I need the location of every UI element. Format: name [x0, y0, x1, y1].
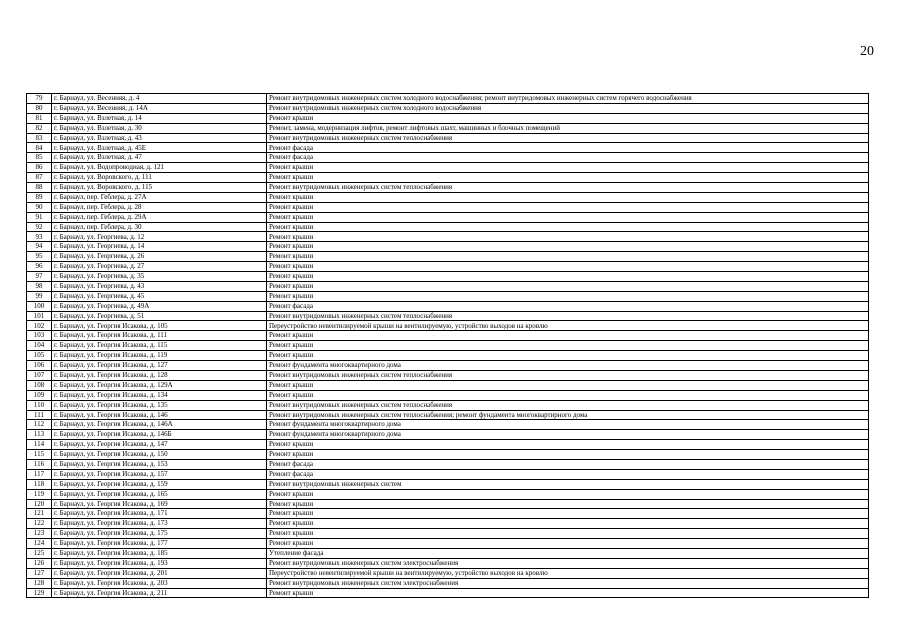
row-number-cell: 106: [27, 361, 52, 371]
work-type-cell: Ремонт внутридомовых инженерных систем: [267, 479, 869, 489]
table-row: [27, 94, 869, 104]
row-number-cell: 103: [27, 331, 52, 341]
table-row: [27, 430, 869, 440]
work-type-cell: Ремонт фасада: [267, 153, 869, 163]
table-row: [27, 262, 869, 272]
row-number-cell: 85: [27, 153, 52, 163]
row-number-cell: 119: [27, 489, 52, 499]
row-number-cell: 116: [27, 459, 52, 469]
row-number-cell: 118: [27, 479, 52, 489]
row-number-cell: 97: [27, 272, 52, 282]
address-cell: г. Барнаул, ул. Георгия Исакова, д. 147: [52, 440, 267, 450]
address-cell: г. Барнаул, ул. Георгия Исакова, д. 135: [52, 400, 267, 410]
work-type-cell: Ремонт крыши: [267, 262, 869, 272]
work-type-cell: Ремонт крыши: [267, 242, 869, 252]
work-type-cell: Ремонт крыши: [267, 509, 869, 519]
row-number-cell: 105: [27, 351, 52, 361]
address-cell: г. Барнаул, ул. Георгия Исакова, д. 185: [52, 548, 267, 558]
row-number-cell: 100: [27, 301, 52, 311]
row-number-cell: 128: [27, 578, 52, 588]
address-cell: г. Барнаул, ул. Георгия Исакова, д. 127: [52, 361, 267, 371]
work-type-cell: Ремонт внутридомовых инженерных систем теплоснабжения: [267, 400, 869, 410]
work-type-cell: Ремонт, замена, модернизация лифтов, ремонт лифтовых шахт, машинных и блочных помещений: [267, 123, 869, 133]
table-row: [27, 499, 869, 509]
work-type-cell: Ремонт крыши: [267, 163, 869, 173]
address-cell: г. Барнаул, пер. Геблера, д. 28: [52, 202, 267, 212]
work-type-cell: Ремонт внутридомовых инженерных систем холодного водоснабжения: [267, 103, 869, 113]
table-row: [27, 440, 869, 450]
work-type-cell: Переустройство невентилируемой крыши на вентилируемую, устройство выходов на кровлю: [267, 568, 869, 578]
table-row: [27, 390, 869, 400]
row-number-cell: 86: [27, 163, 52, 173]
table-row: [27, 153, 869, 163]
row-number-cell: 120: [27, 499, 52, 509]
work-type-cell: Ремонт крыши: [267, 450, 869, 460]
row-number-cell: 114: [27, 440, 52, 450]
work-type-cell: Ремонт крыши: [267, 232, 869, 242]
page-number: 20: [860, 44, 874, 59]
table-row: [27, 143, 869, 153]
table-row: [27, 459, 869, 469]
work-type-cell: Утепление фасада: [267, 548, 869, 558]
work-type-cell: Ремонт крыши: [267, 272, 869, 282]
address-cell: г. Барнаул, ул. Воровского, д. 115: [52, 183, 267, 193]
table-row: [27, 202, 869, 212]
work-type-cell: Ремонт крыши: [267, 212, 869, 222]
table-row: [27, 519, 869, 529]
table-row: [27, 479, 869, 489]
work-type-cell: Ремонт крыши: [267, 173, 869, 183]
table-row: [27, 281, 869, 291]
row-number-cell: 95: [27, 252, 52, 262]
address-cell: г. Барнаул, пер. Геблера, д. 30: [52, 222, 267, 232]
table-row: [27, 321, 869, 331]
row-number-cell: 129: [27, 588, 52, 598]
table-row: [27, 232, 869, 242]
work-type-cell: Ремонт крыши: [267, 192, 869, 202]
table-row: [27, 558, 869, 568]
row-number-cell: 89: [27, 192, 52, 202]
work-type-cell: Ремонт крыши: [267, 252, 869, 262]
table-row: [27, 291, 869, 301]
row-number-cell: 108: [27, 380, 52, 390]
address-cell: г. Барнаул, ул. Георгиева, д. 51: [52, 311, 267, 321]
work-type-cell: Ремонт крыши: [267, 539, 869, 549]
table-row: [27, 400, 869, 410]
address-cell: г. Барнаул, ул. Георгиева, д. 43: [52, 281, 267, 291]
row-number-cell: 87: [27, 173, 52, 183]
table-row: [27, 370, 869, 380]
row-number-cell: 82: [27, 123, 52, 133]
row-number-cell: 126: [27, 558, 52, 568]
address-cell: г. Барнаул, ул. Георгиева, д. 49А: [52, 301, 267, 311]
work-type-cell: Ремонт внутридомовых инженерных систем теплоснабжения: [267, 183, 869, 193]
table-row: [27, 351, 869, 361]
address-cell: г. Барнаул, ул. Георгия Исакова, д. 177: [52, 539, 267, 549]
table-row: [27, 529, 869, 539]
work-type-cell: Ремонт крыши: [267, 281, 869, 291]
work-type-cell: Ремонт крыши: [267, 341, 869, 351]
address-cell: г. Барнаул, ул. Георгия Исакова, д. 203: [52, 578, 267, 588]
row-number-cell: 92: [27, 222, 52, 232]
work-type-cell: Ремонт крыши: [267, 331, 869, 341]
row-number-cell: 127: [27, 568, 52, 578]
work-type-cell: Ремонт крыши: [267, 202, 869, 212]
address-cell: г. Барнаул, ул. Георгиева, д. 45: [52, 291, 267, 301]
address-cell: г. Барнаул, ул. Георгиева, д. 26: [52, 252, 267, 262]
work-type-cell: Ремонт внутридомовых инженерных систем теплоснабжения: [267, 311, 869, 321]
address-cell: г. Барнаул, ул. Георгия Исакова, д. 128: [52, 370, 267, 380]
address-cell: г. Барнаул, ул. Георгиева, д. 35: [52, 272, 267, 282]
address-cell: г. Барнаул, ул. Георгия Исакова, д. 175: [52, 529, 267, 539]
address-cell: г. Барнаул, пер. Геблера, д. 29А: [52, 212, 267, 222]
work-type-cell: Ремонт фундамента многоквартирного дома: [267, 430, 869, 440]
row-number-cell: 96: [27, 262, 52, 272]
table-row: [27, 222, 869, 232]
work-type-cell: Ремонт внутридомовых инженерных систем теплоснабжения; ремонт фундамента многоквартирного дома: [267, 410, 869, 420]
address-cell: г. Барнаул, ул. Георгия Исакова, д. 211: [52, 588, 267, 598]
address-cell: г. Барнаул, ул. Георгиева, д. 14: [52, 242, 267, 252]
table-row: [27, 311, 869, 321]
row-number-cell: 122: [27, 519, 52, 529]
table-row: [27, 341, 869, 351]
address-cell: г. Барнаул, ул. Георгия Исакова, д. 146Б: [52, 430, 267, 440]
table-row: [27, 489, 869, 499]
row-number-cell: 93: [27, 232, 52, 242]
work-type-cell: Ремонт внутридомовых инженерных систем холодного водоснабжения; ремонт внутридомовых инженерных систем горячего водоснабжения: [267, 94, 869, 104]
work-type-cell: Ремонт крыши: [267, 113, 869, 123]
row-number-cell: 121: [27, 509, 52, 519]
row-number-cell: 80: [27, 103, 52, 113]
address-cell: г. Барнаул, ул. Георгия Исакова, д. 169: [52, 499, 267, 509]
row-number-cell: 104: [27, 341, 52, 351]
table-row: [27, 469, 869, 479]
row-number-cell: 83: [27, 133, 52, 143]
work-type-cell: Ремонт фасада: [267, 459, 869, 469]
address-cell: г. Барнаул, ул. Георгия Исакова, д. 165: [52, 489, 267, 499]
work-type-cell: Ремонт внутридомовых инженерных систем теплоснабжения: [267, 133, 869, 143]
row-number-cell: 113: [27, 430, 52, 440]
row-number-cell: 110: [27, 400, 52, 410]
work-type-cell: Ремонт крыши: [267, 529, 869, 539]
address-cell: г. Барнаул, ул. Весенняя, д. 4: [52, 94, 267, 104]
table-row: [27, 272, 869, 282]
address-cell: г. Барнаул, ул. Весенняя, д. 14А: [52, 103, 267, 113]
work-type-cell: Ремонт крыши: [267, 390, 869, 400]
row-number-cell: 98: [27, 281, 52, 291]
row-number-cell: 102: [27, 321, 52, 331]
table-row: [27, 301, 869, 311]
table-row: [27, 588, 869, 598]
row-number-cell: 109: [27, 390, 52, 400]
address-cell: г. Барнаул, ул. Георгия Исакова, д. 119: [52, 351, 267, 361]
address-cell: г. Барнаул, ул. Георгиева, д. 12: [52, 232, 267, 242]
address-cell: г. Барнаул, ул. Взлетная, д. 30: [52, 123, 267, 133]
row-number-cell: 125: [27, 548, 52, 558]
work-type-cell: Ремонт фундамента многоквартирного дома: [267, 361, 869, 371]
address-cell: г. Барнаул, ул. Георгия Исакова, д. 105: [52, 321, 267, 331]
work-type-cell: Ремонт крыши: [267, 499, 869, 509]
work-type-cell: Ремонт внутридомовых инженерных систем теплоснабжения: [267, 370, 869, 380]
table-row: [27, 361, 869, 371]
table-body: [27, 94, 869, 598]
address-cell: г. Барнаул, ул. Георгия Исакова, д. 146: [52, 410, 267, 420]
work-type-cell: Ремонт фасада: [267, 469, 869, 479]
work-type-cell: Ремонт внутридомовых инженерных систем электроснабжения: [267, 558, 869, 568]
address-cell: г. Барнаул, ул. Взлетная, д. 43: [52, 133, 267, 143]
table-row: [27, 539, 869, 549]
table-row: [27, 242, 869, 252]
address-cell: г. Барнаул, ул. Георгия Исакова, д. 201: [52, 568, 267, 578]
address-cell: г. Барнаул, ул. Георгия Исакова, д. 129А: [52, 380, 267, 390]
row-number-cell: 123: [27, 529, 52, 539]
row-number-cell: 117: [27, 469, 52, 479]
table-row: [27, 548, 869, 558]
table-row: [27, 252, 869, 262]
address-cell: г. Барнаул, ул. Георгия Исакова, д. 111: [52, 331, 267, 341]
row-number-cell: 79: [27, 94, 52, 104]
address-cell: г. Барнаул, ул. Георгиева, д. 27: [52, 262, 267, 272]
address-cell: г. Барнаул, ул. Георгия Исакова, д. 115: [52, 341, 267, 351]
work-type-cell: Ремонт фасада: [267, 301, 869, 311]
address-cell: г. Барнаул, ул. Взлетная, д. 47: [52, 153, 267, 163]
table-row: [27, 509, 869, 519]
address-cell: г. Барнаул, ул. Георгия Исакова, д. 150: [52, 450, 267, 460]
row-number-cell: 112: [27, 420, 52, 430]
row-number-cell: 90: [27, 202, 52, 212]
repair-register-table: [26, 93, 869, 598]
row-number-cell: 111: [27, 410, 52, 420]
table-row: [27, 133, 869, 143]
address-cell: г. Барнаул, ул. Георгия Исакова, д. 153: [52, 459, 267, 469]
row-number-cell: 91: [27, 212, 52, 222]
work-type-cell: Ремонт крыши: [267, 440, 869, 450]
row-number-cell: 101: [27, 311, 52, 321]
table-row: [27, 568, 869, 578]
table-row: [27, 410, 869, 420]
table-row: [27, 113, 869, 123]
address-cell: г. Барнаул, ул. Взлетная, д. 14: [52, 113, 267, 123]
address-cell: г. Барнаул, ул. Георгия Исакова, д. 193: [52, 558, 267, 568]
row-number-cell: 81: [27, 113, 52, 123]
table-row: [27, 578, 869, 588]
row-number-cell: 99: [27, 291, 52, 301]
table-row: [27, 331, 869, 341]
work-type-cell: Ремонт крыши: [267, 519, 869, 529]
work-type-cell: Ремонт фундамента многоквартирного дома: [267, 420, 869, 430]
row-number-cell: 107: [27, 370, 52, 380]
table-row: [27, 183, 869, 193]
address-cell: г. Барнаул, пер. Геблера, д. 27А: [52, 192, 267, 202]
address-cell: г. Барнаул, ул. Георгия Исакова, д. 173: [52, 519, 267, 529]
work-type-cell: Ремонт крыши: [267, 291, 869, 301]
address-cell: г. Барнаул, ул. Георгия Исакова, д. 157: [52, 469, 267, 479]
row-number-cell: 94: [27, 242, 52, 252]
row-number-cell: 88: [27, 183, 52, 193]
table-row: [27, 450, 869, 460]
table-row: [27, 212, 869, 222]
row-number-cell: 124: [27, 539, 52, 549]
table-row: [27, 420, 869, 430]
table-row: [27, 380, 869, 390]
table-row: [27, 163, 869, 173]
work-type-cell: Ремонт внутридомовых инженерных систем электроснабжения: [267, 578, 869, 588]
table-row: [27, 173, 869, 183]
address-cell: г. Барнаул, ул. Водопроводная, д. 121: [52, 163, 267, 173]
table-row: [27, 192, 869, 202]
address-cell: г. Барнаул, ул. Георгия Исакова, д. 171: [52, 509, 267, 519]
address-cell: г. Барнаул, ул. Георгия Исакова, д. 146А: [52, 420, 267, 430]
work-type-cell: Ремонт крыши: [267, 351, 869, 361]
address-cell: г. Барнаул, ул. Георгия Исакова, д. 159: [52, 479, 267, 489]
work-type-cell: Ремонт фасада: [267, 143, 869, 153]
table-row: [27, 103, 869, 113]
table-row: [27, 123, 869, 133]
work-type-cell: Ремонт крыши: [267, 380, 869, 390]
row-number-cell: 115: [27, 450, 52, 460]
address-cell: г. Барнаул, ул. Георгия Исакова, д. 134: [52, 390, 267, 400]
row-number-cell: 84: [27, 143, 52, 153]
address-cell: г. Барнаул, ул. Взлетная, д. 45Е: [52, 143, 267, 153]
work-type-cell: Переустройство невентилируемой крыши на вентилируемую, устройство выходов на кровлю: [267, 321, 869, 331]
work-type-cell: Ремонт крыши: [267, 588, 869, 598]
work-type-cell: Ремонт крыши: [267, 489, 869, 499]
work-type-cell: Ремонт крыши: [267, 222, 869, 232]
address-cell: г. Барнаул, ул. Воровского, д. 111: [52, 173, 267, 183]
